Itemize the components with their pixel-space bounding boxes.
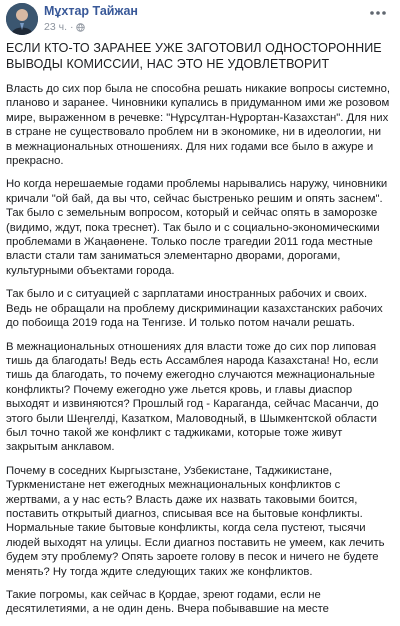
author-name[interactable]: Мұхтар Тайжан xyxy=(44,4,138,18)
separator-dot: · xyxy=(69,21,74,33)
post-title: ЕСЛИ КТО-ТО ЗАРАНЕЕ УЖЕ ЗАГОТОВИЛ ОДНОСТОРОННИЕ ВЫВОДЫ КОМИССИИ, НАС ЭТО НЕ УДОВЛЕТВОРИТ xyxy=(6,41,382,71)
paragraph: Почему в соседних Кыргызстане, Узбекистане, Таджикистане, Туркменистане нет ежегодных межнациональных конфликтов с жертвами, а у нас есть? Власть даже их назвать таковыми боится, поставить открытый диагноз, списывая все на бытовые конфликты. Нормальные такие бытовые конфликты, когда села пустеют, тысячи людей выходят на улицы. Если диагноз поставить не умеем, как лечить будем эту проблему? Опять зароете голову в песок и ничего не будете менять? Ну тогда ждите следующих таких же конфликтов. xyxy=(6,464,385,578)
post-body xyxy=(6,41,390,626)
post-meta xyxy=(44,21,85,33)
globe-icon xyxy=(76,23,85,32)
more-options-icon[interactable] xyxy=(368,6,388,20)
paragraph: Так было и с ситуацией с зарплатами иностранных рабочих и своих. Ведь не обращали на проблему дискриминации казахстанских рабочих до побоища 2019 года на Тенгизе. И только потом начали решать. xyxy=(6,288,383,330)
paragraph: В межнациональных отношениях для власти тоже до сих пор липовая тишь да благодать! Ведь есть Ассамблея народа Казахстана! Но, если тишь да благодать, то почему ежегодно случаются межнациональные конфликты? Почему ежегодно уже льется кровь, и главы диаспор выходят и извиняются? Прошлый год - Караганда, сейчас Масанчи, до этого были Шеңгелді, Казатком, Маловодный, в Шымкентской области был точно такой же конфликт с таджиками, которые тоже живут закрытым анклавом. xyxy=(6,340,379,454)
post-time[interactable]: 23 ч. xyxy=(44,21,67,33)
paragraph: Власть до сих пор была не способна решать никакие вопросы системно, планово и заранее. Чиновники купались в придуманном ими же розовом мире, выраженном в речевке: "Нұрсұлтан-Нұрортан-Казахстан". Для них в стране не существовало проблем ни в экономике, ни в идеологии, ни в межнациональных отношениях. Для них годами все было в ажуре и прекрасно. xyxy=(6,83,391,168)
paragraph: Но когда нерешаемые годами проблемы нарывались наружу, чиновники кричали "ой бай, да вы что, сейчас быстренько решим и опять заснем". Так было с земельным вопросом, который и сейчас опять в заморозке (видимо, ждут, пока треснет). Так было и с социально-экономическими проблемами в Жаңаөнене. Только после трагедии 2011 года местные власти стали там заниматься элементарно дворами, дорогами, культурными объектами города. xyxy=(6,178,388,277)
avatar[interactable] xyxy=(6,3,38,35)
post-header xyxy=(0,0,400,38)
paragraph: Такие погромы, как сейчас в Қордае, зреют годами, если не десятилетиями, а не один день. Вчера побывавшие на месте xyxy=(6,589,329,616)
